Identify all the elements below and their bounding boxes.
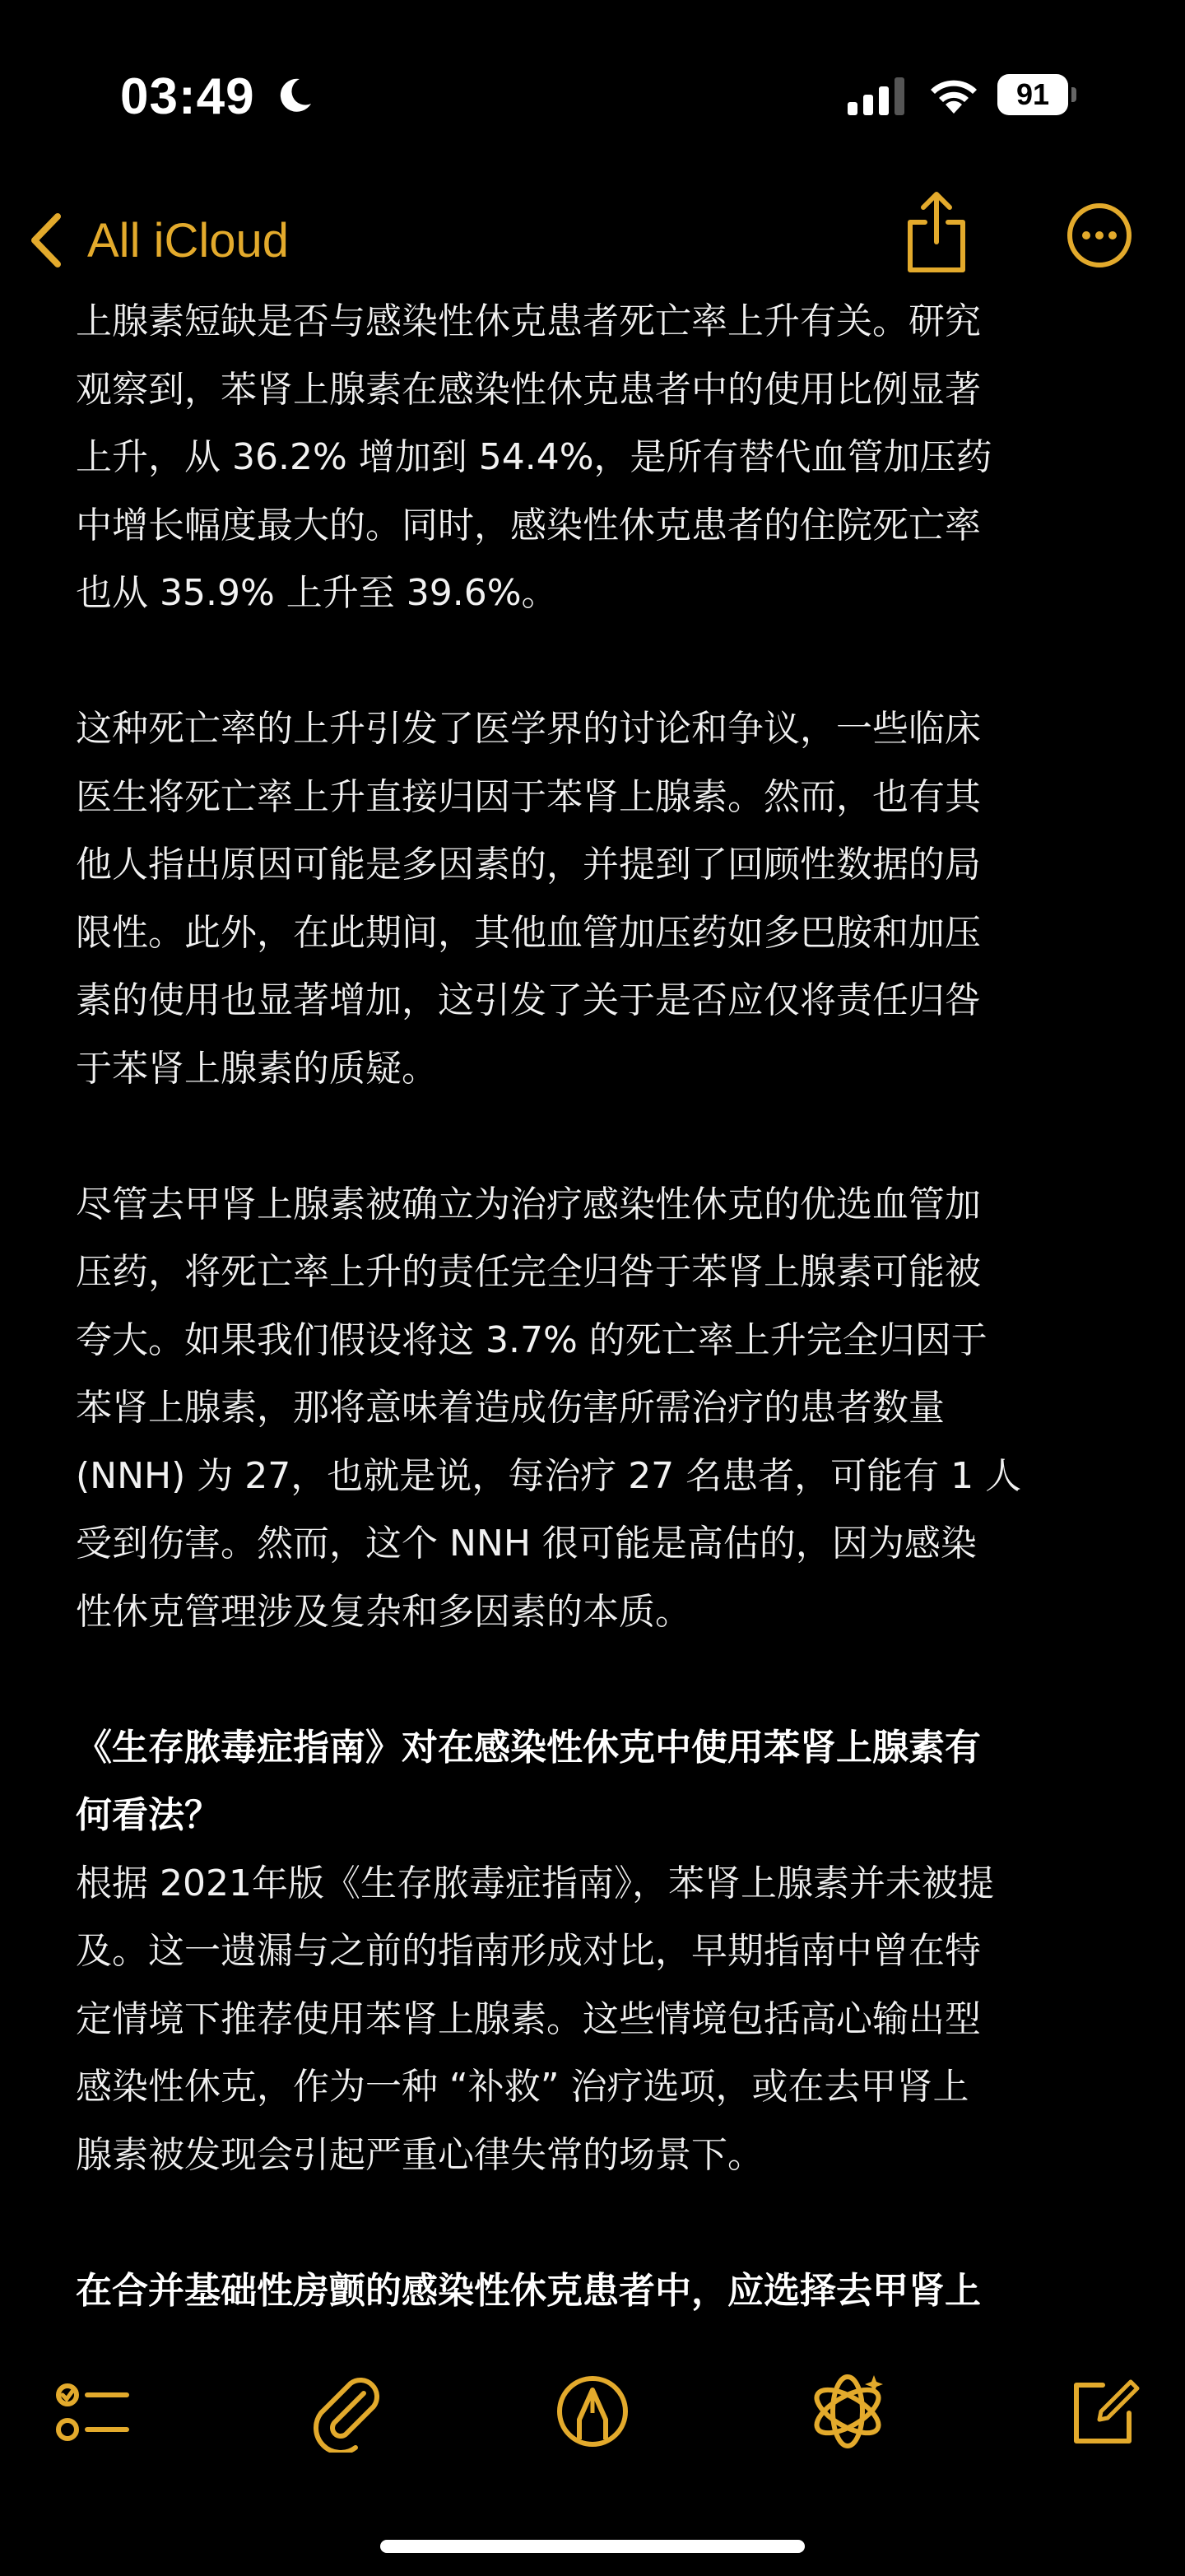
status-time: 03:49 — [120, 68, 255, 125]
note-line: 上升，从 36.2% 增加到 54.4%，是所有替代血管加压药 — [76, 436, 992, 478]
note-line: 在合并基础性房颤的感染性休克患者中，应选择去甲肾上 — [76, 2269, 981, 2312]
compose-icon[interactable] — [1062, 2370, 1144, 2453]
home-indicator[interactable] — [380, 2540, 805, 2553]
paperclip-icon[interactable] — [304, 2370, 387, 2453]
note-line: 他人指出原因可能是多因素的，并提到了回顾性数据的局 — [76, 844, 981, 886]
note-line: 观察到，苯肾上腺素在感染性休克患者中的使用比例显著 — [76, 368, 981, 411]
note-line: 及。这一遗漏与之前的指南形成对比，早期指南中曾在特 — [76, 1930, 981, 1972]
battery-level: 91 — [1015, 77, 1050, 111]
ai-sparkle-icon[interactable] — [806, 2370, 889, 2453]
note-heading — [76, 1714, 1113, 1850]
note-line: 素的使用也显著增加，这引发了关于是否应仅将责任归咎 — [76, 979, 981, 1021]
note-line: 中增长幅度最大的。同时，感染性休克患者的住院死亡率 — [76, 504, 981, 546]
note-line: 何看法？ — [76, 1794, 221, 1836]
note-line: 于苯肾上腺素的质疑。 — [76, 1047, 438, 1090]
note-line: (NNH) 为 27，也就是说，每治疗 27 名患者，可能有 1 人 — [76, 1454, 1022, 1497]
note-paragraph — [76, 1171, 1113, 1647]
note-line: 感染性休克，作为一种 “补救” 治疗选项，或在去甲肾上 — [76, 2066, 969, 2108]
note-line: 压药，将死亡率上升的责任完全归咎于苯肾上腺素可能被 — [76, 1251, 981, 1293]
bottom-toolbar — [0, 2370, 1185, 2469]
note-line: 腺素被发现会引起严重心律失常的场景下。 — [76, 2133, 764, 2176]
note-line: 根据 2021年版《生存脓毒症指南》，苯肾上腺素并未被提 — [76, 1862, 994, 1904]
note-line: 这种死亡率的上升引发了医学界的讨论和争议，一些临床 — [76, 708, 981, 750]
back-button[interactable] — [25, 199, 289, 281]
more-icon[interactable] — [1066, 202, 1132, 268]
chevron-left-icon — [25, 212, 66, 269]
note-paragraph — [76, 1850, 1113, 2190]
note-line: 性休克管理涉及复杂和多因素的本质。 — [76, 1590, 691, 1633]
note-line: 苯肾上腺素，那将意味着造成伤害所需治疗的患者数量 — [76, 1387, 945, 1429]
note-line: 也从 35.9% 上升至 39.6%。 — [76, 572, 558, 614]
status-bar — [0, 0, 1185, 189]
note-line: 限性。此外，在此期间，其他血管加压药如多巴胺和加压 — [76, 911, 981, 954]
note-line: 尽管去甲肾上腺素被确立为治疗感染性休克的优选血管加 — [76, 1183, 981, 1225]
wifi-icon — [927, 76, 981, 115]
note-paragraph — [76, 695, 1113, 1103]
battery-icon — [997, 74, 1076, 115]
note-line: 医生将死亡率上升直接归因于苯肾上腺素。然而，也有其 — [76, 775, 981, 818]
note-line: 夸大。如果我们假设将这 3.7% 的死亡率上升完全归因于 — [76, 1318, 988, 1361]
markup-pen-icon[interactable] — [551, 2370, 634, 2453]
back-label: All iCloud — [87, 213, 289, 267]
note-line: 上腺素短缺是否与感染性休克患者死亡率上升有关。研究 — [76, 300, 981, 342]
checklist-icon[interactable] — [51, 2370, 133, 2453]
nav-bar — [0, 189, 1185, 296]
paragraph-spacer — [76, 1646, 1113, 1714]
paragraph-spacer — [76, 1103, 1113, 1171]
note-heading — [76, 2257, 1113, 2322]
paragraph-spacer — [76, 2189, 1113, 2257]
note-paragraph — [76, 288, 1113, 628]
note-body[interactable] — [76, 288, 1113, 2321]
moon-icon — [275, 76, 314, 115]
share-icon[interactable] — [902, 189, 971, 280]
note-line: 《生存脓毒症指南》对在感染性休克中使用苯肾上腺素有 — [76, 1726, 981, 1769]
note-line: 受到伤害。然而，这个 NNH 很可能是高估的，因为感染 — [76, 1523, 977, 1565]
signal-icon — [848, 77, 907, 115]
note-line: 定情境下推荐使用苯肾上腺素。这些情境包括高心输出型 — [76, 1997, 981, 2040]
paragraph-spacer — [76, 628, 1113, 696]
